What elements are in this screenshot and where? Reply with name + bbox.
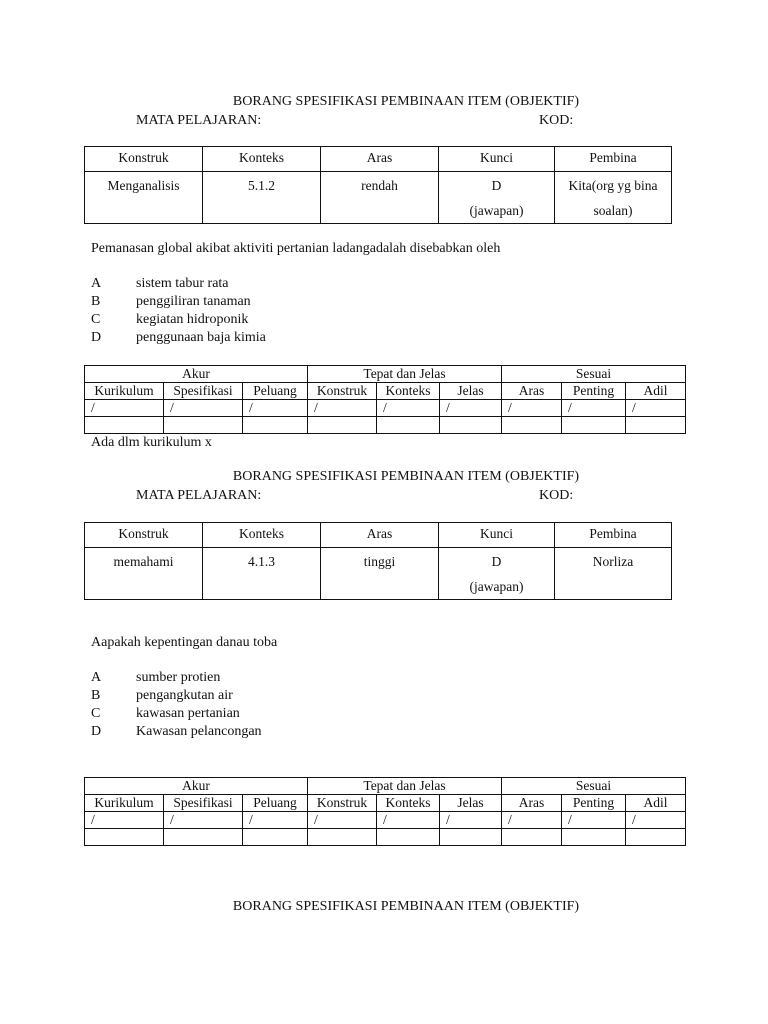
- eval-empty-cell: [164, 829, 243, 846]
- spec-header-aras: Aras: [321, 523, 439, 548]
- eval-group-row: [85, 778, 686, 795]
- spec-konstruk: Menganalisis: [85, 172, 203, 224]
- eval-header: Konteks: [377, 383, 440, 400]
- spec-header-row: [85, 523, 672, 548]
- option-a: [91, 276, 229, 292]
- subject-label: MATA PELAJARAN:: [136, 488, 262, 503]
- eval-mark: /: [243, 400, 308, 417]
- eval-header: Kurikulum: [85, 383, 164, 400]
- eval-empty-cell: [308, 829, 377, 846]
- spec-table: [84, 146, 672, 224]
- form-title: BORANG SPESIFIKASI PEMBINAAN ITEM (OBJEKTIF): [232, 469, 580, 484]
- option-d: [91, 724, 262, 740]
- option-text: penggiliran tanaman: [136, 294, 251, 309]
- spec-konteks: 4.1.3: [203, 548, 321, 600]
- code-label: KOD:: [539, 113, 574, 128]
- spec-header-pembina: Pembina: [555, 523, 672, 548]
- spec-header-kunci: Kunci: [439, 523, 555, 548]
- spec-kunci: [439, 548, 555, 600]
- eval-header: Spesifikasi: [164, 383, 243, 400]
- eval-empty-cell: [85, 417, 164, 434]
- spec-pembina-line-1: Norliza: [592, 554, 634, 569]
- eval-mark: /: [626, 400, 686, 417]
- option-d: [91, 330, 266, 346]
- eval-empty-cell: [243, 417, 308, 434]
- eval-header: Jelas: [440, 383, 502, 400]
- option-text: sumber protien: [136, 670, 221, 685]
- eval-mark: /: [85, 400, 164, 417]
- eval-header: Adil: [626, 383, 686, 400]
- form-title: BORANG SPESIFIKASI PEMBINAAN ITEM (OBJEKTIF): [232, 94, 580, 109]
- eval-mark: /: [502, 812, 562, 829]
- eval-header: Aras: [502, 795, 562, 812]
- eval-header: Penting: [562, 383, 626, 400]
- spec-aras: rendah: [321, 172, 439, 224]
- code-label: KOD:: [539, 488, 574, 503]
- option-text: pengangkutan air: [136, 688, 233, 703]
- eval-empty-cell: [440, 829, 502, 846]
- eval-header: Penting: [562, 795, 626, 812]
- option-text: Kawasan pelancongan: [136, 724, 262, 739]
- spec-header-konteks: Konteks: [203, 147, 321, 172]
- eval-mark-row: [85, 400, 686, 417]
- spec-pembina-line-1: Kita(org yg bina: [568, 178, 658, 193]
- spec-header-konteks: Konteks: [203, 523, 321, 548]
- eval-empty-cell: [377, 829, 440, 846]
- option-letter: A: [91, 276, 102, 291]
- eval-empty-row: [85, 417, 686, 434]
- eval-mark: /: [243, 812, 308, 829]
- eval-mark: /: [562, 400, 626, 417]
- eval-empty-cell: [562, 829, 626, 846]
- eval-mark: /: [308, 400, 377, 417]
- spec-kunci-note: (jawapan): [469, 579, 524, 594]
- eval-mark: /: [440, 400, 502, 417]
- option-text: penggunaan baja kimia: [136, 330, 266, 345]
- spec-pembina-line-2: soalan): [593, 203, 633, 218]
- eval-header: Peluang: [243, 383, 308, 400]
- eval-header: Jelas: [440, 795, 502, 812]
- spec-kunci-answer: D: [491, 178, 502, 193]
- option-b: [91, 688, 233, 704]
- eval-mark: /: [377, 400, 440, 417]
- eval-header: Adil: [626, 795, 686, 812]
- eval-empty-cell: [243, 829, 308, 846]
- evaluation-table: [84, 777, 686, 846]
- evaluation-table: [84, 365, 686, 434]
- spec-konteks: 5.1.2: [203, 172, 321, 224]
- eval-empty-cell: [562, 417, 626, 434]
- eval-header: Konteks: [377, 795, 440, 812]
- reviewer-note: Ada dlm kurikulum x: [91, 435, 212, 450]
- option-letter: B: [91, 688, 101, 703]
- option-letter: A: [91, 670, 102, 685]
- spec-header-aras: Aras: [321, 147, 439, 172]
- eval-mark-row: [85, 812, 686, 829]
- eval-mark: /: [85, 812, 164, 829]
- subject-label: MATA PELAJARAN:: [136, 113, 262, 128]
- eval-empty-cell: [308, 417, 377, 434]
- spec-header-konstruk: Konstruk: [85, 523, 203, 548]
- option-a: [91, 670, 220, 686]
- option-letter: C: [91, 706, 101, 721]
- eval-mark: /: [502, 400, 562, 417]
- eval-empty-cell: [440, 417, 502, 434]
- spec-header-pembina: Pembina: [555, 147, 672, 172]
- eval-header: Konstruk: [308, 383, 377, 400]
- spec-value-row: [85, 172, 672, 224]
- eval-header-row: [85, 383, 686, 400]
- eval-empty-cell: [502, 829, 562, 846]
- eval-empty-cell: [164, 417, 243, 434]
- option-b: [91, 294, 251, 310]
- spec-pembina: [555, 172, 672, 224]
- eval-mark: /: [626, 812, 686, 829]
- eval-group-sesuai: Sesuai: [502, 778, 686, 795]
- eval-header: Peluang: [243, 795, 308, 812]
- eval-empty-cell: [626, 417, 686, 434]
- spec-kunci-note: (jawapan): [469, 203, 524, 218]
- eval-mark: /: [562, 812, 626, 829]
- option-letter: D: [91, 330, 102, 345]
- question-stem: Aapakah kepentingan danau toba: [91, 635, 278, 650]
- eval-mark: /: [164, 400, 243, 417]
- form-title: BORANG SPESIFIKASI PEMBINAAN ITEM (OBJEKTIF): [232, 899, 580, 914]
- option-text: kegiatan hidroponik: [136, 312, 249, 327]
- spec-kunci: [439, 172, 555, 224]
- eval-empty-cell: [377, 417, 440, 434]
- eval-mark: /: [164, 812, 243, 829]
- spec-kunci-answer: D: [491, 554, 502, 569]
- spec-aras: tinggi: [321, 548, 439, 600]
- eval-group-tepat: Tepat dan Jelas: [308, 778, 502, 795]
- question-stem: Pemanasan global akibat aktiviti pertanian ladangadalah disebabkan oleh: [91, 241, 501, 256]
- eval-empty-cell: [502, 417, 562, 434]
- eval-empty-row: [85, 829, 686, 846]
- eval-mark: /: [308, 812, 377, 829]
- eval-group-akur: Akur: [85, 778, 308, 795]
- option-c: [91, 312, 248, 328]
- eval-mark: /: [440, 812, 502, 829]
- option-letter: C: [91, 312, 101, 327]
- spec-header-row: [85, 147, 672, 172]
- eval-group-row: [85, 366, 686, 383]
- eval-empty-cell: [626, 829, 686, 846]
- option-letter: D: [91, 724, 102, 739]
- eval-header-row: [85, 795, 686, 812]
- spec-konstruk: memahami: [85, 548, 203, 600]
- option-letter: B: [91, 294, 101, 309]
- eval-group-akur: Akur: [85, 366, 308, 383]
- eval-group-sesuai: Sesuai: [502, 366, 686, 383]
- option-c: [91, 706, 240, 722]
- eval-empty-cell: [85, 829, 164, 846]
- eval-header: Konstruk: [308, 795, 377, 812]
- spec-pembina: [555, 548, 672, 600]
- option-text: sistem tabur rata: [136, 276, 229, 291]
- spec-table: [84, 522, 672, 600]
- eval-group-tepat: Tepat dan Jelas: [308, 366, 502, 383]
- spec-header-kunci: Kunci: [439, 147, 555, 172]
- spec-header-konstruk: Konstruk: [85, 147, 203, 172]
- eval-mark: /: [377, 812, 440, 829]
- eval-header: Aras: [502, 383, 562, 400]
- eval-header: Kurikulum: [85, 795, 164, 812]
- eval-header: Spesifikasi: [164, 795, 243, 812]
- spec-value-row: [85, 548, 672, 600]
- option-text: kawasan pertanian: [136, 706, 240, 721]
